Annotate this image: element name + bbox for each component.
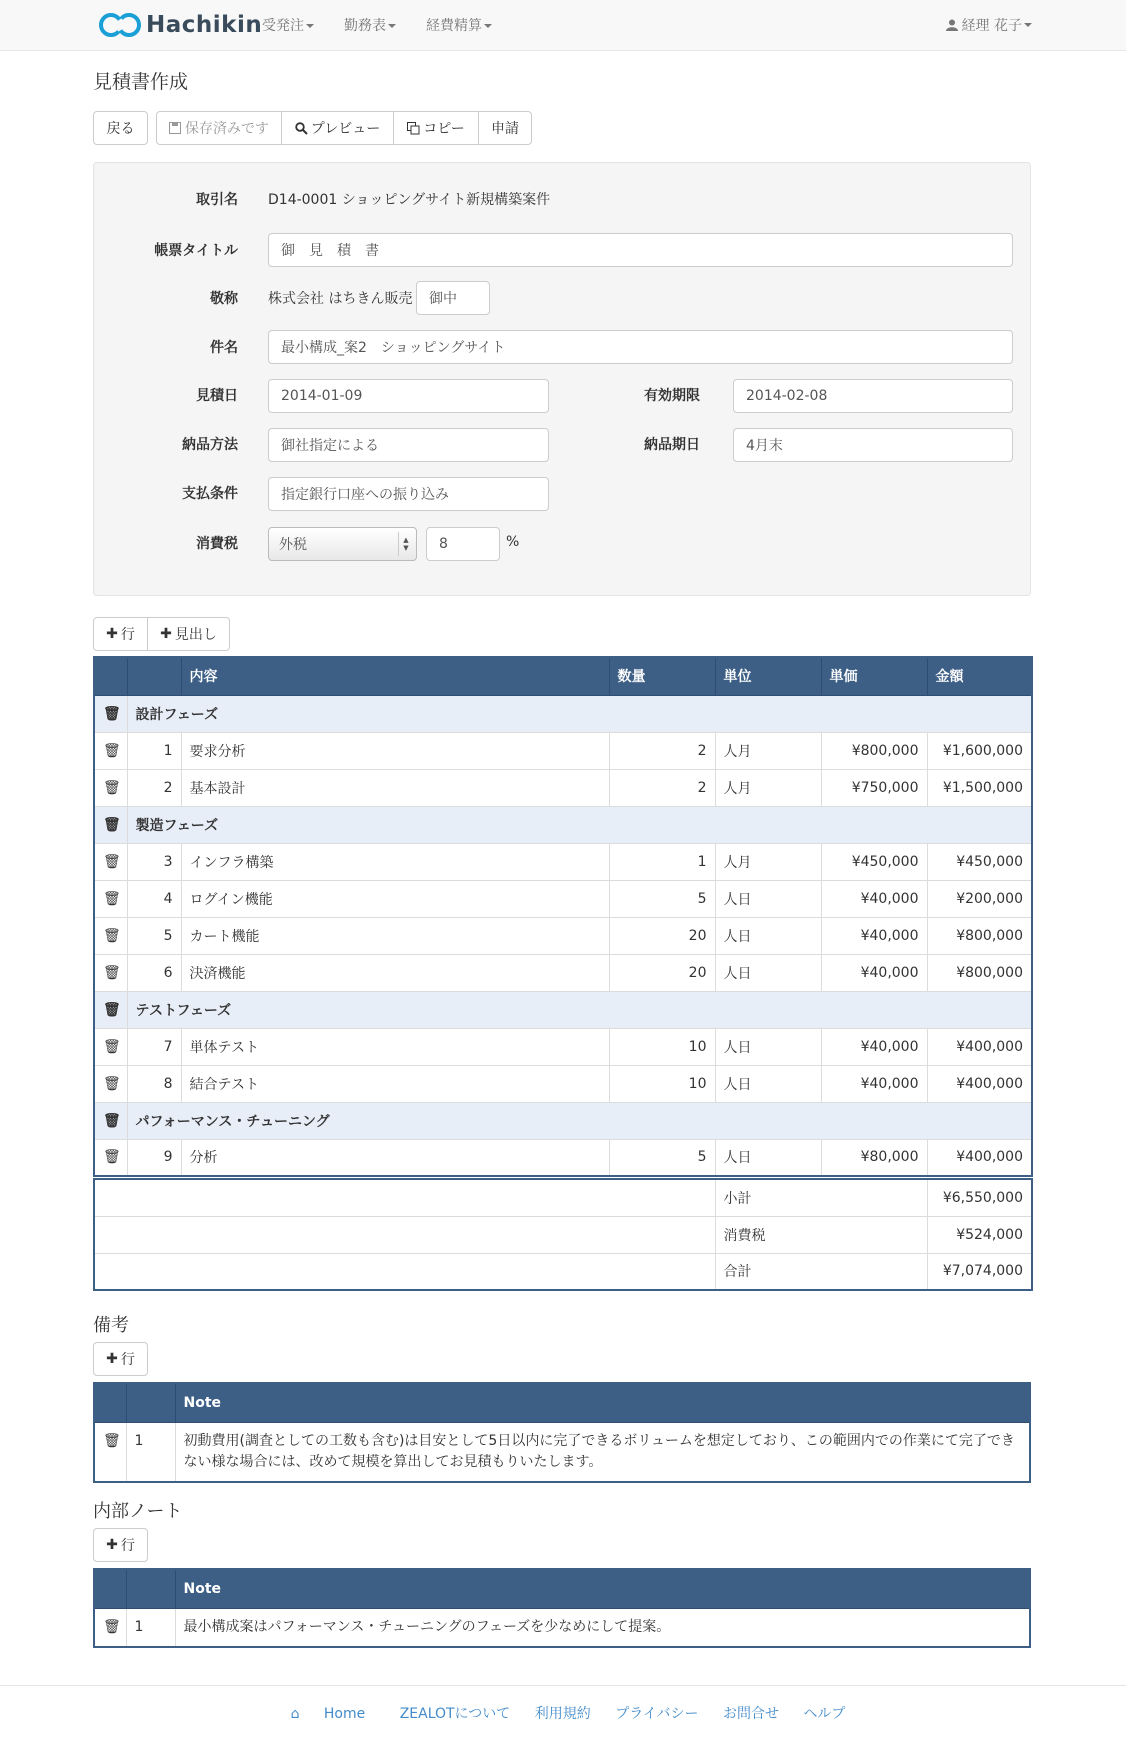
search-icon xyxy=(295,122,308,135)
tax-label: 消費税 xyxy=(196,536,238,552)
delivery-date-label: 納品期日 xyxy=(644,437,700,453)
remarks-header-blank xyxy=(94,1383,126,1423)
delivery-date-input[interactable]: 4月末 xyxy=(733,428,1013,462)
table-row xyxy=(94,917,1032,954)
row-content[interactable]: 基本設計 xyxy=(181,769,609,806)
payment-input[interactable]: 指定銀行口座への振り込み xyxy=(268,477,549,511)
trash-icon[interactable]: 🗑 xyxy=(94,843,127,880)
tax-unit: % xyxy=(506,534,520,550)
apply-button[interactable] xyxy=(478,111,532,145)
header-unit: 単位 xyxy=(715,657,821,695)
internal-header-note: Note xyxy=(175,1569,1030,1609)
internal-add-row-button[interactable] xyxy=(93,1528,148,1562)
trash-icon[interactable]: 🗑 xyxy=(94,1028,127,1065)
row-content[interactable]: ログイン機能 xyxy=(181,880,609,917)
row-unit[interactable]: 人月 xyxy=(715,769,821,806)
totals-table xyxy=(93,1178,1033,1291)
row-unit[interactable]: 人日 xyxy=(715,880,821,917)
internal-row-no: 1 xyxy=(126,1609,175,1648)
chevron-down-icon xyxy=(388,24,396,28)
menu-timesheet-label: 勤務表 xyxy=(344,18,386,34)
row-no: 1 xyxy=(127,732,181,769)
trash-icon[interactable]: 🗑 xyxy=(94,917,127,954)
valid-until-input[interactable]: 2014-02-08 xyxy=(733,379,1013,413)
doc-title-label: 帳票タイトル xyxy=(154,243,238,259)
apply-label: 申請 xyxy=(491,121,519,137)
row-no: 5 xyxy=(127,917,181,954)
subtotal-label: 小計 xyxy=(715,1179,927,1216)
header-no xyxy=(127,657,181,695)
row-price[interactable]: ¥40,000 xyxy=(821,1065,927,1102)
heading-row xyxy=(94,695,1032,732)
table-row xyxy=(94,880,1032,917)
user-icon xyxy=(946,19,958,31)
honorific-label: 敬称 xyxy=(210,291,238,307)
row-unit[interactable]: 人日 xyxy=(715,917,821,954)
row-qty[interactable]: 20 xyxy=(609,917,715,954)
tax-type-select[interactable] xyxy=(268,527,417,561)
tax-rate-input[interactable]: 8 xyxy=(426,527,500,561)
remarks-add-row-button[interactable] xyxy=(93,1342,148,1376)
honorific-input[interactable]: 御中 xyxy=(416,281,490,315)
menu-timesheet[interactable] xyxy=(344,15,396,35)
row-amount: ¥800,000 xyxy=(927,917,1032,954)
menu-orders-label: 受発注 xyxy=(262,18,304,34)
heading-label[interactable]: テストフェーズ xyxy=(127,991,1032,1028)
row-content[interactable]: 結合テスト xyxy=(181,1065,609,1102)
trash-icon[interactable]: 🗑 xyxy=(94,1102,127,1139)
row-price[interactable]: ¥80,000 xyxy=(821,1139,927,1176)
heading-label[interactable]: パフォーマンス・チューニング xyxy=(127,1102,1032,1139)
user-name: 経理 花子 xyxy=(961,18,1022,34)
trash-icon[interactable]: 🗑 xyxy=(94,880,127,917)
row-amount: ¥1,500,000 xyxy=(927,769,1032,806)
row-content[interactable]: カート機能 xyxy=(181,917,609,954)
row-content[interactable]: 単体テスト xyxy=(181,1028,609,1065)
estimate-form xyxy=(93,162,1031,596)
tax-total-value: ¥524,000 xyxy=(927,1216,1032,1253)
row-no: 7 xyxy=(127,1028,181,1065)
row-qty[interactable]: 2 xyxy=(609,732,715,769)
tax-type-value: 外税 xyxy=(279,537,307,553)
row-amount: ¥200,000 xyxy=(927,880,1032,917)
header-amount: 金額 xyxy=(927,657,1032,695)
menu-expenses[interactable] xyxy=(426,15,492,35)
row-content[interactable]: インフラ構築 xyxy=(181,843,609,880)
table-row xyxy=(94,1065,1032,1102)
row-unit[interactable]: 人日 xyxy=(715,1065,821,1102)
add-heading-button[interactable] xyxy=(147,617,230,651)
header-blank xyxy=(94,657,127,695)
back-label: 戻る xyxy=(106,121,135,137)
row-amount: ¥400,000 xyxy=(927,1065,1032,1102)
row-amount: ¥1,600,000 xyxy=(927,732,1032,769)
grand-total-value: ¥7,074,000 xyxy=(927,1253,1032,1290)
row-no: 6 xyxy=(127,954,181,991)
footer xyxy=(0,1685,1126,1757)
internal-row-text[interactable]: 最小構成案はパフォーマンス・チューニングのフェーズを少なめにして提案。 xyxy=(175,1609,1030,1648)
row-amount: ¥450,000 xyxy=(927,843,1032,880)
preview-label: プレビュー xyxy=(310,121,381,137)
floppy-disk-icon xyxy=(169,122,181,134)
navbar xyxy=(0,0,1126,51)
remarks-header-no xyxy=(126,1383,175,1423)
row-unit[interactable]: 人月 xyxy=(715,732,821,769)
trash-icon[interactable]: 🗑 xyxy=(94,695,127,732)
page-title: 見積書作成 xyxy=(93,71,189,93)
footer-link-help[interactable]: ヘルプ xyxy=(803,1706,846,1722)
grand-total-label: 合計 xyxy=(715,1253,927,1290)
row-unit[interactable]: 人日 xyxy=(715,1028,821,1065)
chevron-down-icon xyxy=(484,24,492,28)
row-content[interactable]: 決済機能 xyxy=(181,954,609,991)
subtotal-value: ¥6,550,000 xyxy=(927,1179,1032,1216)
row-unit[interactable]: 人日 xyxy=(715,1139,821,1176)
trash-icon[interactable]: 🗑 xyxy=(94,1423,126,1483)
remarks-table xyxy=(93,1382,1031,1483)
row-qty[interactable]: 2 xyxy=(609,769,715,806)
row-qty[interactable]: 10 xyxy=(609,1028,715,1065)
trash-icon[interactable]: 🗑 xyxy=(94,769,127,806)
table-row xyxy=(94,1028,1032,1065)
row-no: 4 xyxy=(127,880,181,917)
delivery-method-label: 納品方法 xyxy=(182,437,238,453)
row-price[interactable]: ¥40,000 xyxy=(821,954,927,991)
row-no: 2 xyxy=(127,769,181,806)
estimate-date-label: 見積日 xyxy=(196,388,238,404)
menu-expenses-label: 経費精算 xyxy=(426,18,482,34)
internal-add-row-label: 行 xyxy=(120,1538,135,1554)
remarks-header-note: Note xyxy=(175,1383,1030,1423)
plus-icon: ✚ xyxy=(106,1351,118,1367)
row-amount: ¥400,000 xyxy=(927,1028,1032,1065)
trash-icon[interactable]: 🗑 xyxy=(94,732,127,769)
add-row-button[interactable] xyxy=(93,617,148,651)
payment-label: 支払条件 xyxy=(182,486,238,502)
home-icon: ⌂ xyxy=(290,1706,300,1722)
saved-label: 保存済みです xyxy=(185,121,269,137)
internal-notes-table xyxy=(93,1568,1031,1648)
row-unit[interactable]: 人月 xyxy=(715,843,821,880)
row-price[interactable]: ¥800,000 xyxy=(821,732,927,769)
row-no: 3 xyxy=(127,843,181,880)
table-row xyxy=(94,1139,1032,1176)
client-label: 取引名 xyxy=(196,192,238,208)
plus-icon: ✚ xyxy=(160,626,172,642)
footer-link-terms[interactable]: 利用規約 xyxy=(534,1706,591,1722)
menu-orders[interactable] xyxy=(262,15,314,35)
header-content: 内容 xyxy=(181,657,609,695)
add-row-label: 行 xyxy=(120,627,135,643)
row-qty[interactable]: 1 xyxy=(609,843,715,880)
row-amount: ¥400,000 xyxy=(927,1139,1032,1176)
table-row xyxy=(94,769,1032,806)
row-content[interactable]: 分析 xyxy=(181,1139,609,1176)
company-name: 株式会社 はちきん販売 xyxy=(268,291,413,307)
user-menu[interactable] xyxy=(946,15,1032,35)
heading-row xyxy=(94,806,1032,843)
copy-button[interactable] xyxy=(393,111,479,145)
internal-notes-title: 内部ノート xyxy=(93,1501,183,1522)
row-no: 8 xyxy=(127,1065,181,1102)
heading-label[interactable]: 設計フェーズ xyxy=(127,695,1032,732)
preview-button[interactable] xyxy=(281,111,394,145)
row-qty[interactable]: 5 xyxy=(609,880,715,917)
client-value: D14-0001 ショッピングサイト新規構築案件 xyxy=(268,192,551,208)
subtotal-row xyxy=(94,1179,1032,1216)
brand-logo[interactable] xyxy=(98,5,262,45)
row-qty[interactable]: 10 xyxy=(609,1065,715,1102)
back-button[interactable] xyxy=(93,111,148,145)
estimate-date-input[interactable]: 2014-01-09 xyxy=(268,379,549,413)
trash-icon[interactable]: 🗑 xyxy=(94,954,127,991)
select-arrows-icon: ▲ ▼ xyxy=(398,532,413,556)
row-no: 9 xyxy=(127,1139,181,1176)
internal-header-blank xyxy=(94,1569,126,1609)
hachikin-logo-icon xyxy=(98,12,142,38)
table-row xyxy=(94,732,1032,769)
trash-icon[interactable]: 🗑 xyxy=(94,806,127,843)
row-content[interactable]: 要求分析 xyxy=(181,732,609,769)
trash-icon[interactable]: 🗑 xyxy=(94,1065,127,1102)
trash-icon[interactable]: 🗑 xyxy=(94,1609,126,1648)
table-row xyxy=(94,954,1032,991)
items-table xyxy=(93,656,1033,1177)
copy-icon xyxy=(407,122,420,135)
plus-icon: ✚ xyxy=(106,1537,118,1553)
trash-icon[interactable]: 🗑 xyxy=(94,1139,127,1176)
heading-row xyxy=(94,1102,1032,1139)
row-price[interactable]: ¥40,000 xyxy=(821,1028,927,1065)
header-qty: 数量 xyxy=(609,657,715,695)
table-row xyxy=(94,843,1032,880)
heading-label[interactable]: 製造フェーズ xyxy=(127,806,1032,843)
row-amount: ¥800,000 xyxy=(927,954,1032,991)
remarks-add-row-label: 行 xyxy=(120,1352,135,1368)
footer-link-home-label: Home xyxy=(323,1706,366,1722)
doc-title-input[interactable]: 御 見 積 書 xyxy=(268,233,1013,267)
chevron-down-icon xyxy=(306,24,314,28)
plus-icon: ✚ xyxy=(106,626,118,642)
row-price[interactable]: ¥40,000 xyxy=(821,880,927,917)
internal-notes-row xyxy=(94,1609,1030,1648)
add-heading-label: 見出し xyxy=(174,627,217,643)
copy-label: コピー xyxy=(423,121,465,137)
delivery-method-input[interactable]: 御社指定による xyxy=(268,428,549,462)
internal-header-no xyxy=(126,1569,175,1609)
header-price: 単価 xyxy=(821,657,927,695)
row-price[interactable]: ¥40,000 xyxy=(821,917,927,954)
tax-row xyxy=(94,1216,1032,1253)
footer-link-privacy[interactable]: プライバシー xyxy=(615,1706,699,1722)
subject-input[interactable]: 最小構成_案2 ショッピングサイト xyxy=(268,330,1013,364)
row-price[interactable]: ¥750,000 xyxy=(821,769,927,806)
footer-link-about[interactable]: ZEALOTについて xyxy=(399,1706,511,1722)
remarks-row-no: 1 xyxy=(126,1423,175,1483)
heading-row xyxy=(94,991,1032,1028)
row-price[interactable]: ¥450,000 xyxy=(821,843,927,880)
subject-label: 件名 xyxy=(210,340,238,356)
grand-total-row xyxy=(94,1253,1032,1290)
row-qty[interactable]: 20 xyxy=(609,954,715,991)
remarks-row-text[interactable]: 初動費用(調査としての工数も含む)は目安として5日以内に完了できるボリュームを想定しており、この範囲内での作業にて完了できない様な場合には、改めて規模を算出してお見積もりいたします。 xyxy=(175,1423,1030,1483)
saved-button[interactable] xyxy=(156,111,282,145)
brand-name: Hachikin xyxy=(146,12,263,38)
tax-total-label: 消費税 xyxy=(715,1216,927,1253)
footer-link-home[interactable] xyxy=(281,1706,376,1722)
chevron-down-icon xyxy=(1024,23,1032,27)
remarks-row xyxy=(94,1423,1030,1483)
valid-until-label: 有効期限 xyxy=(644,388,700,404)
footer-links xyxy=(0,1703,1126,1723)
remarks-title: 備考 xyxy=(93,1315,129,1336)
footer-link-contact[interactable]: お問合せ xyxy=(722,1706,779,1722)
trash-icon[interactable]: 🗑 xyxy=(94,991,127,1028)
row-unit[interactable]: 人日 xyxy=(715,954,821,991)
row-qty[interactable]: 5 xyxy=(609,1139,715,1176)
